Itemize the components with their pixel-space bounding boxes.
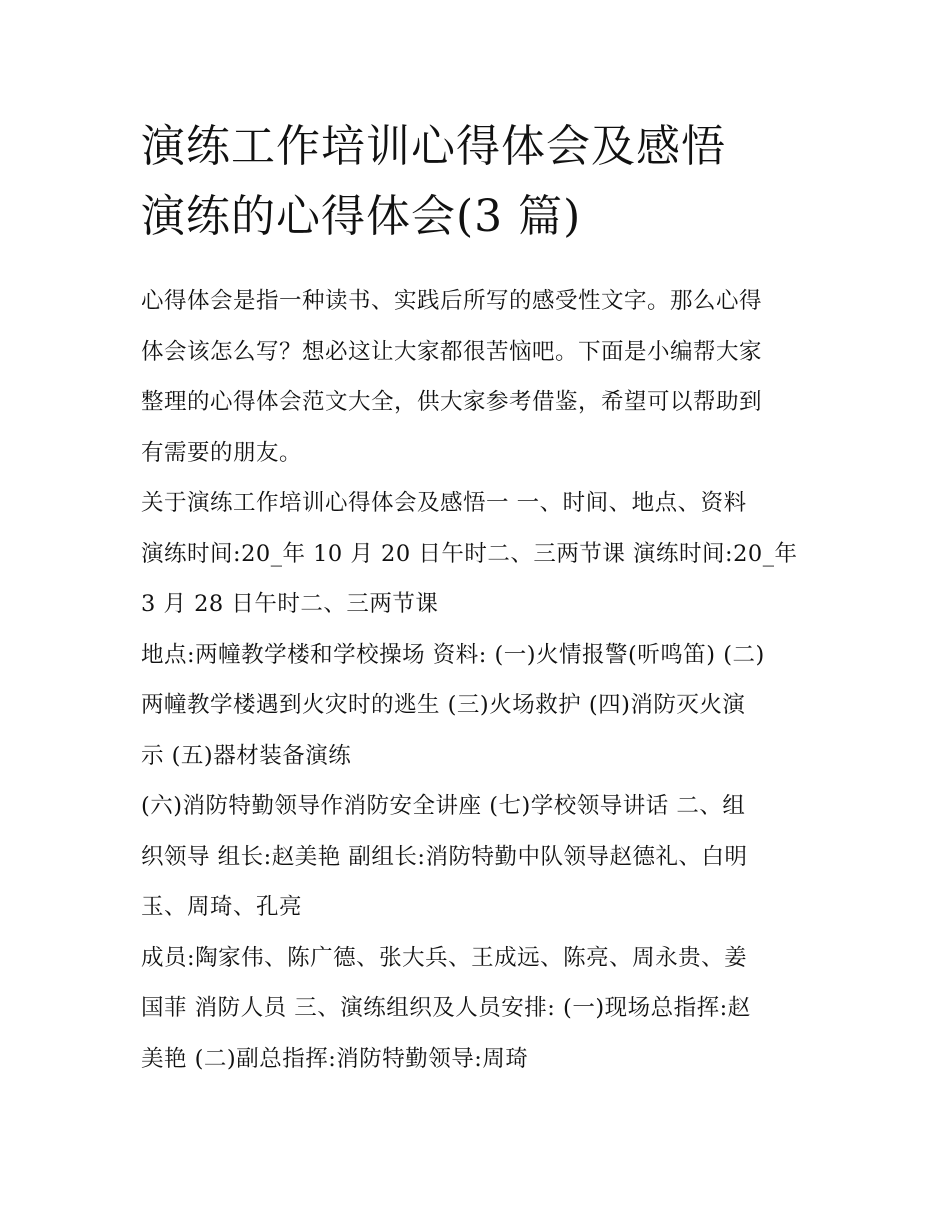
text-line: 国菲 消防人员 三、演练组织及人员安排: (一)现场总指挥:赵: [141, 995, 751, 1021]
text-line: 演练时间:20_年 10 月 20 日午时二、三两节课 演练时间:20_年: [141, 540, 798, 567]
text-line: 地点:两幢教学楼和学校操场 资料: (一)火情报警(听鸣笛) (二): [141, 641, 765, 668]
text-line: 织领导 组长:赵美艳 副组长:消防特勤中队领导赵德礼、白明: [141, 843, 748, 870]
text-line: 两幢教学楼遇到火灾时的逃生 (三)火场救护 (四)消防灭火演: [141, 692, 746, 718]
paragraph-intro: [141, 276, 816, 478]
text-line: 美艳 (二)副总指挥:消防特勤领导:周琦: [141, 1045, 529, 1072]
document-page: [141, 112, 816, 1084]
text-line: 整理的心得体会范文大全，供大家参考借鉴，希望可以帮助到: [141, 389, 763, 415]
text-line: 3 月 28 日午时二、三两节课: [141, 591, 439, 617]
document-body: [141, 276, 816, 1084]
text-line: 心得体会是指一种读书、实践后所写的感受性文字。那么心得: [141, 288, 763, 314]
text-line: 关于演练工作培训心得体会及感悟一 一、时间、地点、资料: [141, 490, 747, 516]
text-line: 体会该怎么写？想必这让大家都很苦恼吧。下面是小编帮大家: [141, 338, 763, 365]
text-line: 示 (五)器材装备演练: [141, 742, 352, 769]
text-line: 成员:陶家伟、陈广德、张大兵、王成远、陈亮、周永贵、姜: [141, 944, 748, 971]
paragraph-organization: [141, 781, 816, 933]
text-line: (六)消防特勤领导作消防安全讲座 (七)学校领导讲话 二、组: [141, 793, 746, 819]
paragraph-time-place: [141, 478, 816, 630]
text-line: 玉、周琦、孔亮: [141, 894, 303, 920]
paragraph-location-content: [141, 630, 816, 782]
title-line: 演练工作培训心得体会及感悟: [141, 121, 726, 172]
paragraph-members: [141, 933, 816, 1085]
title-line: 演练的心得体会(3 篇): [141, 191, 582, 242]
document-title: [141, 112, 816, 252]
text-line: 有需要的朋友。: [141, 439, 303, 466]
